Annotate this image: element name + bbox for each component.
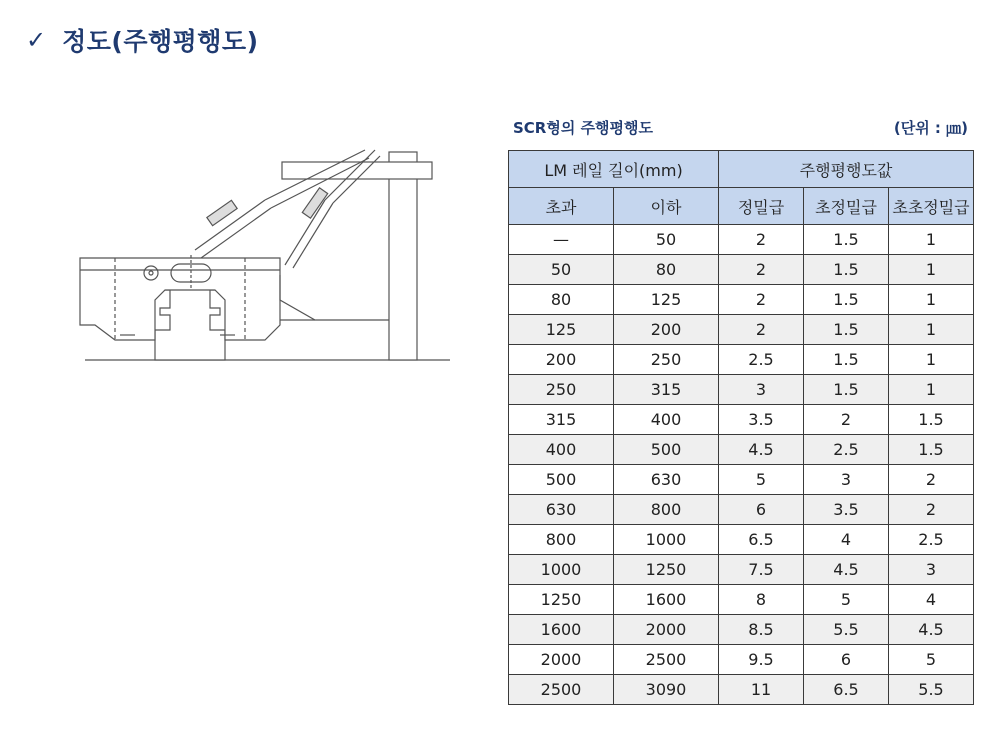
table-cell: 3090 xyxy=(614,675,719,705)
table-cell: 1.5 xyxy=(804,375,889,405)
header-rail-length: LM 레일 길이(mm) xyxy=(509,151,719,188)
table-cell: 1000 xyxy=(509,555,614,585)
table-cell: 1600 xyxy=(509,615,614,645)
parallelism-table xyxy=(508,150,974,705)
unit-label: (단위 : ㎛) xyxy=(893,119,968,137)
table-cell: 6 xyxy=(804,645,889,675)
table-cell: 5.5 xyxy=(804,615,889,645)
table-cell: 315 xyxy=(614,375,719,405)
table-cell: 1.5 xyxy=(804,345,889,375)
table-row xyxy=(509,615,974,645)
table-cell: 50 xyxy=(509,255,614,285)
table-row xyxy=(509,585,974,615)
table-cell: 500 xyxy=(614,435,719,465)
table-row xyxy=(509,465,974,495)
lm-rail xyxy=(155,290,225,360)
table-cell: 630 xyxy=(614,465,719,495)
header-super-precision-grade: 초정밀급 xyxy=(804,188,889,225)
table-cell: 2.5 xyxy=(719,345,804,375)
table-cell: 2 xyxy=(719,225,804,255)
table-cell: 1 xyxy=(889,285,974,315)
table-cell: 2.5 xyxy=(889,525,974,555)
table-cell: 4 xyxy=(804,525,889,555)
mount-plate xyxy=(280,275,389,320)
table-cell: 8.5 xyxy=(719,615,804,645)
table-cell: 2 xyxy=(889,465,974,495)
table-cell: 3.5 xyxy=(804,495,889,525)
table-cell: 2 xyxy=(804,405,889,435)
indicator-stand xyxy=(389,152,417,360)
table-row xyxy=(509,315,974,345)
header-ultra-precision-grade: 초초정밀급 xyxy=(889,188,974,225)
checkmark-icon: ✓ xyxy=(26,26,47,54)
table-cell: 4.5 xyxy=(889,615,974,645)
table-cell: 11 xyxy=(719,675,804,705)
table-cell: 2000 xyxy=(614,615,719,645)
table-cell: 1.5 xyxy=(889,405,974,435)
table-row xyxy=(509,225,974,255)
table-caption: SCR형의 주행평행도 xyxy=(513,119,654,137)
table-row xyxy=(509,435,974,465)
table-cell: 1.5 xyxy=(804,315,889,345)
table-row xyxy=(509,345,974,375)
table-cell: 125 xyxy=(509,315,614,345)
table-cell: 2500 xyxy=(509,675,614,705)
header-parallelism-values: 주행평행도값 xyxy=(719,151,974,188)
table-cell: 3.5 xyxy=(719,405,804,435)
table-row xyxy=(509,675,974,705)
table-row xyxy=(509,405,974,435)
table-cell: 630 xyxy=(509,495,614,525)
table-cell: 5 xyxy=(889,645,974,675)
table-row xyxy=(509,645,974,675)
table-row xyxy=(509,285,974,315)
table-cell: 2 xyxy=(889,495,974,525)
table-cell: 3 xyxy=(719,375,804,405)
table-cell: 2 xyxy=(719,255,804,285)
table-cell: 200 xyxy=(509,345,614,375)
section-heading xyxy=(26,22,259,58)
table-cell: 80 xyxy=(509,285,614,315)
header-under: 이하 xyxy=(614,188,719,225)
table-cell: 4.5 xyxy=(804,555,889,585)
table-row xyxy=(509,555,974,585)
measurement-setup-diagram xyxy=(75,140,455,370)
table-cell: 80 xyxy=(614,255,719,285)
section-title: 정도(주행평행도) xyxy=(62,27,259,56)
table-cell: 1 xyxy=(889,225,974,255)
table-cell: 500 xyxy=(509,465,614,495)
table-cell: 1000 xyxy=(614,525,719,555)
table-cell: 315 xyxy=(509,405,614,435)
table-cell: 125 xyxy=(614,285,719,315)
table-cell: 1 xyxy=(889,255,974,285)
table-cell: 7.5 xyxy=(719,555,804,585)
table-cell: 2 xyxy=(719,315,804,345)
table-cell: 1.5 xyxy=(804,225,889,255)
table-cell: 800 xyxy=(509,525,614,555)
header-over: 초과 xyxy=(509,188,614,225)
table-row xyxy=(509,255,974,285)
table-cell: 6.5 xyxy=(804,675,889,705)
table-cell: 5 xyxy=(719,465,804,495)
table-cell: 800 xyxy=(614,495,719,525)
table-cell: 1250 xyxy=(614,555,719,585)
table-cell: 3 xyxy=(804,465,889,495)
table-cell: 6.5 xyxy=(719,525,804,555)
table-cell: 5.5 xyxy=(889,675,974,705)
table-cell: 9.5 xyxy=(719,645,804,675)
table-cell: — xyxy=(509,225,614,255)
table-cell: 4.5 xyxy=(719,435,804,465)
header-precision-grade: 정밀급 xyxy=(719,188,804,225)
table-cell: 8 xyxy=(719,585,804,615)
table-cell: 2500 xyxy=(614,645,719,675)
table-cell: 4 xyxy=(889,585,974,615)
table-cell: 1 xyxy=(889,375,974,405)
table-cell: 1600 xyxy=(614,585,719,615)
table-cell: 400 xyxy=(509,435,614,465)
table-row xyxy=(509,375,974,405)
table-cell: 1 xyxy=(889,315,974,345)
table-cell: 1 xyxy=(889,345,974,375)
table-cell: 5 xyxy=(804,585,889,615)
table-row xyxy=(509,495,974,525)
table-cell: 1.5 xyxy=(804,255,889,285)
table-cell: 1250 xyxy=(509,585,614,615)
table-cell: 6 xyxy=(719,495,804,525)
table-cell: 200 xyxy=(614,315,719,345)
table-cell: 1.5 xyxy=(804,285,889,315)
table-cell: 50 xyxy=(614,225,719,255)
table-cell: 250 xyxy=(614,345,719,375)
table-cell: 1.5 xyxy=(889,435,974,465)
table-row xyxy=(509,525,974,555)
table-cell: 2.5 xyxy=(804,435,889,465)
table-cell: 400 xyxy=(614,405,719,435)
table-cell: 250 xyxy=(509,375,614,405)
table-cell: 3 xyxy=(889,555,974,585)
table-cell: 2 xyxy=(719,285,804,315)
table-cell: 2000 xyxy=(509,645,614,675)
